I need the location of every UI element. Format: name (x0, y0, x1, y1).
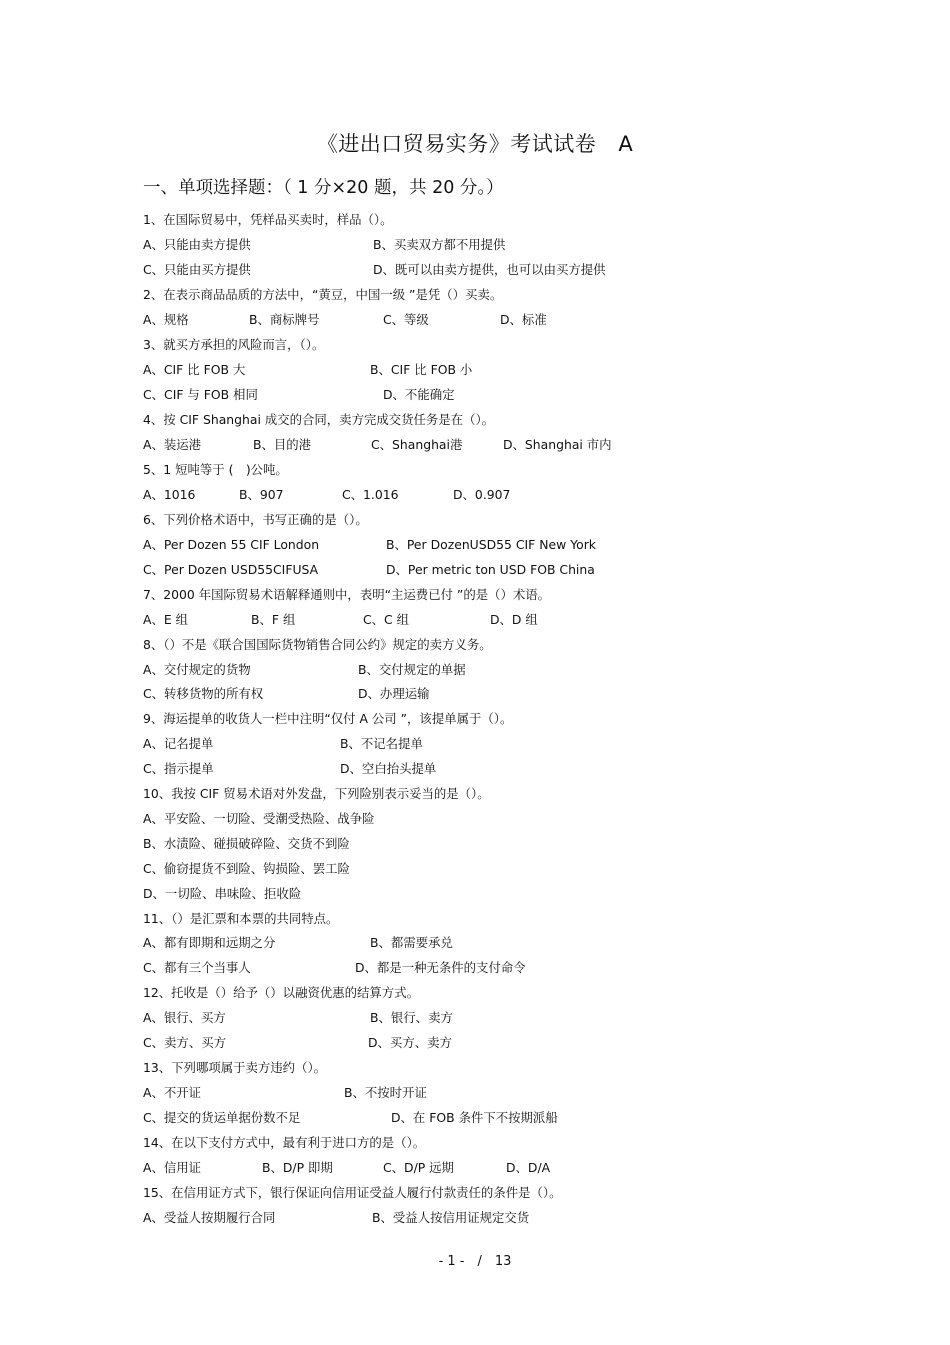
question-11: 11、（）是汇票和本票的共同特点。 (143, 911, 339, 926)
option-c: C、提交的货运单据份数不足 (143, 1110, 301, 1125)
option-a: A、受益人按期履行合同 (143, 1210, 276, 1225)
question-13: 13、下列哪项属于卖方违约（）。 (143, 1060, 327, 1075)
question-15: 15、在信用证方式下，银行保证向信用证受益人履行付款责任的条件是（）。 (143, 1185, 562, 1200)
option-b: B、商标牌号 (249, 312, 320, 327)
option-a: A、装运港 (143, 437, 202, 452)
exam-paper-version: A (618, 132, 634, 156)
option-b: B、不记名提单 (340, 736, 423, 751)
option-a: A、不开证 (143, 1085, 202, 1100)
option-d: D、办理运输 (358, 686, 430, 701)
option-d: D、D 组 (490, 612, 538, 627)
option-d: D、在 FOB 条件下不按期派船 (391, 1110, 558, 1125)
option-a: A、E 组 (143, 612, 189, 627)
option-c: C、Shanghai港 (371, 437, 463, 452)
option-b: B、目的港 (253, 437, 312, 452)
option-a: A、1016 (143, 487, 196, 502)
option-b: B、不按时开证 (344, 1085, 427, 1100)
option-b: B、交付规定的单据 (358, 662, 466, 677)
option-b: B、F 组 (251, 612, 296, 627)
option-a: A、CIF 比 FOB 大 (143, 362, 246, 377)
question-6: 6、下列价格术语中，书写正确的是（）。 (143, 512, 368, 527)
option-d: D、标准 (500, 312, 547, 327)
option-a: A、银行、买方 (143, 1010, 226, 1025)
option-b: B、907 (239, 487, 284, 502)
option-d: D、0.907 (453, 487, 511, 502)
exam-title-text: 《进出口贸易实务》考试试卷 (316, 132, 597, 156)
option-c: C、偷窃提货不到险、钩损险、罢工险 (143, 861, 350, 876)
question-14: 14、在以下支付方式中，最有利于进口方的是（）。 (143, 1135, 426, 1150)
option-c: C、1.016 (342, 487, 399, 502)
option-b: B、D/P 即期 (262, 1160, 333, 1175)
question-2: 2、在表示商品品质的方法中，“黄豆，中国一级 ”是凭（）买卖。 (143, 287, 503, 302)
option-b: B、都需要承兑 (370, 935, 453, 950)
option-d: D、D/A (506, 1160, 551, 1175)
option-c: C、指示提单 (143, 761, 214, 776)
option-a: A、记名提单 (143, 736, 214, 751)
option-d: D、空白抬头提单 (340, 761, 437, 776)
option-c: C、D/P 远期 (383, 1160, 454, 1175)
option-c: C、只能由买方提供 (143, 262, 251, 277)
option-c: C、都有三个当事人 (143, 960, 251, 975)
option-c: C、CIF 与 FOB 相同 (143, 387, 258, 402)
option-a: A、Per Dozen 55 CIF London (143, 537, 320, 552)
question-4: 4、按 CIF Shanghai 成交的合同，卖方完成交货任务是在（）。 (143, 412, 495, 427)
option-a: A、交付规定的货物 (143, 662, 251, 677)
question-7: 7、2000 年国际贸易术语解释通则中，表明“主运费已付 ”的是（）术语。 (143, 587, 551, 602)
option-c: C、转移货物的所有权 (143, 686, 264, 701)
option-b: B、CIF 比 FOB 小 (370, 362, 473, 377)
section-heading: 一、单项选择题：（ 1 分×20 题，共 20 分。） (143, 178, 504, 198)
option-a: A、信用证 (143, 1160, 202, 1175)
option-d: D、既可以由卖方提供，也可以由买方提供 (373, 262, 606, 277)
option-d: D、不能确定 (383, 387, 455, 402)
option-a: A、平安险、一切险、受潮受热险、战争险 (143, 811, 375, 826)
option-b: B、银行、卖方 (370, 1010, 453, 1025)
option-b: B、受益人按信用证规定交货 (372, 1210, 530, 1225)
question-5: 5、1 短吨等于 ( )公吨。 (143, 462, 288, 477)
option-d: D、一切险、串味险、拒收险 (143, 886, 302, 901)
exam-title (0, 128, 950, 158)
option-c: C、C 组 (363, 612, 410, 627)
question-10: 10、我按 CIF 贸易术语对外发盘，下列险别表示妥当的是（）。 (143, 786, 490, 801)
option-b: B、Per DozenUSD55 CIF New York (386, 537, 596, 552)
question-9: 9、海运提单的收货人一栏中注明“仅付 A 公司 ”，该提单属于（）。 (143, 711, 513, 726)
option-d: D、Shanghai 市内 (503, 437, 612, 452)
option-c: C、Per Dozen USD55CIFUSA (143, 562, 319, 577)
option-d: D、Per metric ton USD FOB China (386, 562, 595, 577)
option-a: A、只能由卖方提供 (143, 237, 251, 252)
option-d: D、都是一种无条件的支付命令 (355, 960, 526, 975)
question-12: 12、托收是（）给予（）以融资优惠的结算方式。 (143, 985, 419, 1000)
question-8: 8、（）不是《联合国国际货物销售合同公约》规定的卖方义务。 (143, 637, 492, 652)
option-b: B、水渍险、碰损破碎险、交货不到险 (143, 836, 350, 851)
question-1: 1、在国际贸易中，凭样品买卖时，样品（）。 (143, 212, 393, 227)
option-d: D、买方、卖方 (368, 1035, 452, 1050)
page-number: - 1 - / 13 (438, 1254, 512, 1269)
option-a: A、都有即期和远期之分 (143, 935, 276, 950)
option-c: C、卖方、买方 (143, 1035, 226, 1050)
option-b: B、买卖双方都不用提供 (373, 237, 506, 252)
option-a: A、规格 (143, 312, 189, 327)
option-c: C、等级 (383, 312, 429, 327)
question-3: 3、就买方承担的风险而言，（）。 (143, 337, 325, 352)
